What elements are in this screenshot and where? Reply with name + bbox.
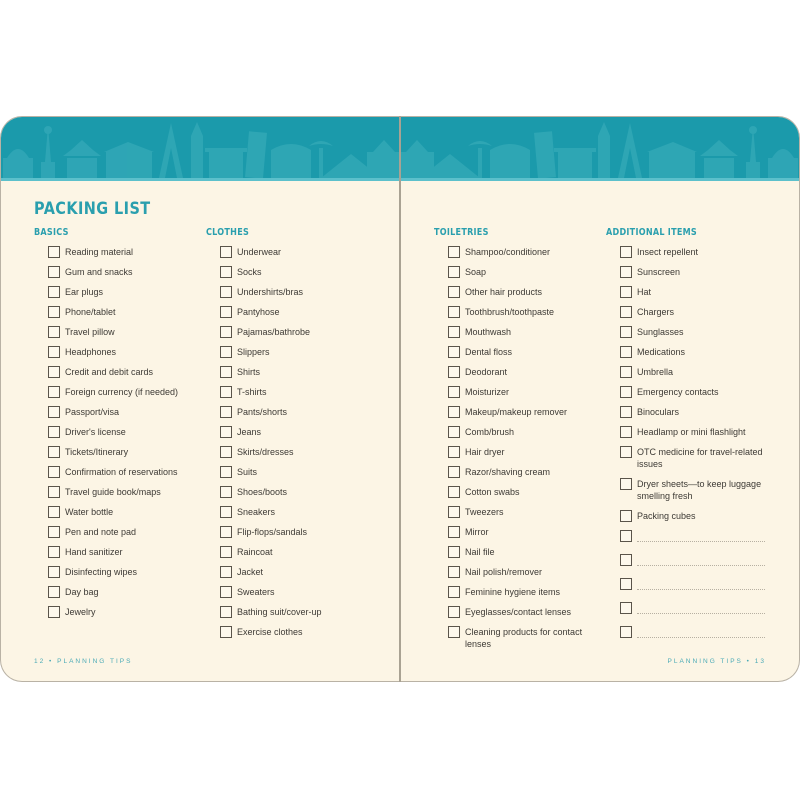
checklist-item-label: Sneakers — [237, 507, 276, 517]
book-spine — [399, 116, 401, 682]
checklist-item[interactable] — [620, 345, 767, 365]
checklist-item-label: Jewelry — [65, 607, 96, 617]
checklist-item-label: Jeans — [237, 427, 262, 437]
checklist-item[interactable] — [220, 465, 322, 485]
checklist-item-label: Dryer sheets—to keep luggage smelling fresh — [637, 479, 762, 501]
checklist-item-label: Travel pillow — [65, 327, 115, 337]
checklist-item-label: Driver's license — [65, 427, 126, 437]
checklist-item[interactable] — [448, 545, 595, 565]
checklist-item[interactable] — [448, 265, 595, 285]
checklist-item[interactable] — [48, 445, 178, 465]
checklist-item-label: Pen and note pad — [65, 527, 137, 537]
landmarks-skyline-icon — [400, 118, 800, 178]
checkbox-icon[interactable] — [48, 286, 60, 298]
banner-divider — [400, 178, 800, 181]
banner — [400, 117, 800, 181]
checklist-item-label: Hand sanitizer — [65, 547, 123, 557]
checklist-item[interactable] — [220, 245, 322, 265]
write-in-line[interactable] — [637, 577, 765, 590]
open-book-spread — [0, 116, 800, 682]
checklist-item-label: Emergency contacts — [637, 387, 719, 397]
checkbox-icon[interactable] — [448, 586, 460, 598]
checklist-item-label: Bathing suit/cover-up — [237, 607, 322, 617]
column-additional-items — [606, 227, 767, 649]
checkbox-icon[interactable] — [220, 466, 232, 478]
checklist-item-label: Shoes/boots — [237, 487, 288, 497]
checklist-item-label: Reading material — [65, 247, 134, 257]
checkbox-icon[interactable] — [620, 346, 632, 358]
checklist-item[interactable] — [448, 525, 595, 545]
checklist-item-label: Day bag — [65, 587, 99, 597]
checkbox-icon[interactable] — [220, 526, 232, 538]
checkbox-icon[interactable] — [220, 486, 232, 498]
checklist-item[interactable] — [48, 505, 178, 525]
checkbox-icon[interactable] — [620, 386, 632, 398]
checklist-item-label: Eyeglasses/contact lenses — [465, 607, 572, 617]
checkbox-icon[interactable] — [448, 446, 460, 458]
checklist-item[interactable] — [220, 285, 322, 305]
checklist-item-label: Raincoat — [237, 547, 273, 557]
checklist-item-label: Soap — [465, 267, 487, 277]
checklist-item-label: Phone/tablet — [65, 307, 116, 317]
checklist-item[interactable] — [220, 305, 322, 325]
checkbox-icon[interactable] — [448, 626, 460, 638]
checkbox-icon[interactable] — [48, 266, 60, 278]
checklist-item[interactable] — [448, 425, 595, 445]
checkbox-icon[interactable] — [48, 586, 60, 598]
checklist-item[interactable] — [48, 525, 178, 545]
checkbox-icon[interactable] — [620, 286, 632, 298]
checkbox-icon[interactable] — [448, 526, 460, 538]
column-heading: TOILETRIES — [434, 227, 489, 238]
checkbox-icon[interactable] — [448, 286, 460, 298]
checklist-item-label: Slippers — [237, 347, 270, 357]
checkbox-icon[interactable] — [220, 406, 232, 418]
checkbox-icon[interactable] — [48, 326, 60, 338]
checklist-item[interactable] — [48, 345, 178, 365]
checklist-item-label: Tickets/Itinerary — [65, 447, 129, 457]
checkbox-icon[interactable] — [620, 554, 632, 566]
checklist-item-label: Moisturizer — [465, 387, 510, 397]
checklist-item[interactable] — [448, 465, 595, 485]
checklist-item-label: Passport/visa — [65, 407, 120, 417]
checklist-item-label: Sunglasses — [637, 327, 684, 337]
checklist-item-label: Skirts/dresses — [237, 447, 294, 457]
checklist-item-label: Dental floss — [465, 347, 513, 357]
checkbox-icon[interactable] — [620, 626, 632, 638]
checklist-item-label: Gum and snacks — [65, 267, 133, 277]
checklist-item-label: Pantyhose — [237, 307, 280, 317]
checklist-item[interactable] — [48, 285, 178, 305]
checklist-item-label: Pants/shorts — [237, 407, 288, 417]
checkbox-icon[interactable] — [48, 246, 60, 258]
checkbox-icon[interactable] — [220, 266, 232, 278]
checklist-item[interactable] — [48, 385, 178, 405]
checkbox-icon[interactable] — [48, 446, 60, 458]
checklist-item[interactable] — [620, 385, 767, 405]
checklist-item[interactable] — [220, 505, 322, 525]
page-folio-right: PLANNING TIPS • 13 — [667, 658, 766, 665]
checkbox-icon[interactable] — [620, 406, 632, 418]
checkbox-icon[interactable] — [448, 406, 460, 418]
checkbox-icon[interactable] — [220, 286, 232, 298]
checklist-item-label: Deodorant — [465, 367, 508, 377]
checklist-item[interactable] — [220, 625, 322, 645]
checklist-item[interactable] — [220, 345, 322, 365]
banner — [1, 117, 400, 181]
checklist-item-label: Tweezers — [465, 507, 504, 517]
checklist-item[interactable] — [48, 465, 178, 485]
checklist-item[interactable] — [448, 505, 595, 525]
checkbox-icon[interactable] — [48, 506, 60, 518]
checkbox-icon[interactable] — [620, 266, 632, 278]
checklist-item-label: Chargers — [637, 307, 675, 317]
checklist-item[interactable] — [220, 265, 322, 285]
column-basics — [34, 227, 178, 625]
landmarks-skyline-icon — [1, 118, 400, 178]
checklist-item-label: Packing cubes — [637, 511, 696, 521]
column-heading: CLOTHES — [206, 227, 250, 238]
checklist-item-label: Suits — [237, 467, 258, 477]
checkbox-icon[interactable] — [220, 426, 232, 438]
checklist-item-label: Underwear — [237, 247, 282, 257]
checkbox-icon[interactable] — [448, 266, 460, 278]
checklist-item[interactable] — [448, 245, 595, 265]
checkbox-icon[interactable] — [448, 326, 460, 338]
checkbox-icon[interactable] — [448, 466, 460, 478]
checklist-item[interactable] — [220, 385, 322, 405]
checklist-item[interactable] — [48, 425, 178, 445]
checkbox-icon[interactable] — [448, 426, 460, 438]
checklist-item-label: Sunscreen — [637, 267, 681, 277]
checkbox-icon[interactable] — [620, 602, 632, 614]
checkbox-icon[interactable] — [448, 606, 460, 618]
checklist-item-label: Water bottle — [65, 507, 114, 517]
checkbox-icon[interactable] — [448, 566, 460, 578]
checklist-item-label: Cleaning products for contact lenses — [465, 627, 583, 649]
checkbox-icon[interactable] — [448, 506, 460, 518]
checklist-item-label: Headphones — [65, 347, 117, 357]
checkbox-icon[interactable] — [220, 346, 232, 358]
checklist-item[interactable] — [448, 285, 595, 305]
checkbox-icon[interactable] — [220, 326, 232, 338]
checklist-item[interactable] — [448, 325, 595, 345]
checklist-item-label: Cotton swabs — [465, 487, 520, 497]
column-heading: BASICS — [34, 227, 69, 238]
checkbox-icon[interactable] — [620, 246, 632, 258]
blank-checklist-item[interactable] — [620, 601, 767, 625]
checklist-item-label: Confirmation of reservations — [65, 467, 178, 477]
checklist-item[interactable] — [48, 605, 178, 625]
checklist-item-label: Umbrella — [637, 367, 674, 377]
checklist-item[interactable] — [220, 405, 322, 425]
blank-checklist-item[interactable] — [620, 577, 767, 601]
checklist-item-label: Binoculars — [637, 407, 680, 417]
checklist-item[interactable] — [220, 425, 322, 445]
checkbox-icon[interactable] — [620, 426, 632, 438]
checkbox-icon[interactable] — [48, 486, 60, 498]
checklist-item[interactable] — [620, 405, 767, 425]
checklist-item[interactable] — [620, 509, 767, 529]
checklist-item-label: Nail polish/remover — [465, 567, 543, 577]
checklist-item-label: Other hair products — [465, 287, 543, 297]
checklist-item[interactable] — [48, 485, 178, 505]
checklist-item-label: Flip-flops/sandals — [237, 527, 308, 537]
checklist-item-label: Disinfecting wipes — [65, 567, 138, 577]
checklist-item-label: T-shirts — [237, 387, 267, 397]
checkbox-icon[interactable] — [620, 306, 632, 318]
checkbox-icon[interactable] — [48, 566, 60, 578]
checkbox-icon[interactable] — [620, 446, 632, 458]
blank-checklist-item[interactable] — [620, 625, 767, 649]
checklist-item[interactable] — [620, 477, 767, 509]
checkbox-icon[interactable] — [448, 486, 460, 498]
column-toiletries — [434, 227, 595, 657]
write-in-line[interactable] — [637, 553, 765, 566]
checkbox-icon[interactable] — [620, 510, 632, 522]
checklist-item[interactable] — [48, 585, 178, 605]
checklist-item[interactable] — [48, 245, 178, 265]
checkbox-icon[interactable] — [48, 466, 60, 478]
checkbox-icon[interactable] — [620, 366, 632, 378]
checklist-item[interactable] — [448, 565, 595, 585]
checklist-item[interactable] — [448, 405, 595, 425]
checkbox-icon[interactable] — [220, 386, 232, 398]
checkbox-icon[interactable] — [48, 346, 60, 358]
checklist-item-label: Travel guide book/maps — [65, 487, 161, 497]
checklist-item[interactable] — [220, 365, 322, 385]
checklist-item[interactable] — [220, 445, 322, 465]
checklist-item[interactable] — [220, 545, 322, 565]
checklist-item[interactable] — [448, 305, 595, 325]
checklist-item[interactable] — [220, 325, 322, 345]
checklist-item[interactable] — [220, 585, 322, 605]
checklist-item-label: Pajamas/bathrobe — [237, 327, 311, 337]
checklist-item[interactable] — [620, 325, 767, 345]
checklist-item[interactable] — [448, 585, 595, 605]
checklist-item-label: Comb/brush — [465, 427, 515, 437]
write-in-line[interactable] — [637, 601, 765, 614]
checklist-item[interactable] — [448, 345, 595, 365]
checklist-item-label: Nail file — [465, 547, 495, 557]
checklist-item[interactable] — [220, 525, 322, 545]
checkbox-icon[interactable] — [220, 306, 232, 318]
checkbox-icon[interactable] — [220, 586, 232, 598]
write-in-line[interactable] — [637, 529, 765, 542]
checklist-item[interactable] — [48, 545, 178, 565]
checkbox-icon[interactable] — [48, 306, 60, 318]
checklist-item-label: Insect repellent — [637, 247, 699, 257]
checklist-item[interactable] — [48, 305, 178, 325]
checklist-item[interactable] — [48, 325, 178, 345]
checklist-item[interactable] — [48, 365, 178, 385]
checkbox-icon[interactable] — [48, 366, 60, 378]
page-folio-left: 12 • PLANNING TIPS — [34, 658, 133, 665]
checklist-item[interactable] — [620, 445, 767, 477]
checkbox-icon[interactable] — [220, 506, 232, 518]
right-page — [400, 116, 800, 682]
checklist-item-label: Medications — [637, 347, 686, 357]
checklist-item[interactable] — [620, 265, 767, 285]
checkbox-icon[interactable] — [620, 578, 632, 590]
checkbox-icon[interactable] — [448, 246, 460, 258]
checklist-item-label: OTC medicine for travel-related issues — [637, 447, 763, 469]
blank-checklist-item[interactable] — [620, 553, 767, 577]
checkbox-icon[interactable] — [220, 626, 232, 638]
checklist-item[interactable] — [620, 285, 767, 305]
page-title: PACKING LIST — [34, 199, 151, 219]
checkbox-icon[interactable] — [448, 386, 460, 398]
checklist-item[interactable] — [220, 605, 322, 625]
checklist-item[interactable] — [48, 405, 178, 425]
checklist-item[interactable] — [48, 565, 178, 585]
checklist-item-label: Sweaters — [237, 587, 275, 597]
checklist-item[interactable] — [620, 305, 767, 325]
column-clothes — [206, 227, 322, 645]
checklist-item-label: Shirts — [237, 367, 261, 377]
checklist-item[interactable] — [448, 625, 595, 657]
left-page — [0, 116, 400, 682]
checklist-item[interactable] — [448, 365, 595, 385]
checklist-item-label: Headlamp or mini flashlight — [637, 427, 746, 437]
checklist-item[interactable] — [448, 445, 595, 465]
write-in-line[interactable] — [637, 625, 765, 638]
checkbox-icon[interactable] — [48, 386, 60, 398]
checkbox-icon[interactable] — [48, 546, 60, 558]
checklist-item-label: Makeup/makeup remover — [465, 407, 568, 417]
checkbox-icon[interactable] — [620, 530, 632, 542]
checklist-item-label: Socks — [237, 267, 262, 277]
checklist-item[interactable] — [220, 565, 322, 585]
checkbox-icon[interactable] — [48, 526, 60, 538]
checkbox-icon[interactable] — [448, 346, 460, 358]
checklist-item[interactable] — [448, 485, 595, 505]
checklist-item-label: Feminine hygiene items — [465, 587, 561, 597]
checklist-item[interactable] — [620, 245, 767, 265]
checklist-item-label: Jacket — [237, 567, 264, 577]
column-heading: ADDITIONAL ITEMS — [606, 227, 697, 238]
checkbox-icon[interactable] — [220, 246, 232, 258]
checklist-item[interactable] — [448, 385, 595, 405]
checkbox-icon[interactable] — [48, 606, 60, 618]
checkbox-icon[interactable] — [220, 446, 232, 458]
checkbox-icon[interactable] — [220, 566, 232, 578]
checklist-item[interactable] — [620, 365, 767, 385]
blank-checklist-item[interactable] — [620, 529, 767, 553]
checkbox-icon[interactable] — [48, 406, 60, 418]
checklist-item-label: Mouthwash — [465, 327, 512, 337]
checklist-item-label: Undershirts/bras — [237, 287, 304, 297]
checklist-item[interactable] — [220, 485, 322, 505]
checklist-item-label: Razor/shaving cream — [465, 467, 551, 477]
checklist-item-label: Hair dryer — [465, 447, 505, 457]
checklist-item-label: Credit and debit cards — [65, 367, 154, 377]
checkbox-icon[interactable] — [220, 606, 232, 618]
checklist-item-label: Mirror — [465, 527, 489, 537]
checklist-item-label: Ear plugs — [65, 287, 104, 297]
checklist-item[interactable] — [620, 425, 767, 445]
banner-divider — [1, 178, 400, 181]
checkbox-icon[interactable] — [220, 366, 232, 378]
checkbox-icon[interactable] — [448, 366, 460, 378]
checklist-item-label: Foreign currency (if needed) — [65, 387, 179, 397]
checklist-item-label: Toothbrush/toothpaste — [465, 307, 555, 317]
checkbox-icon[interactable] — [620, 326, 632, 338]
checklist-item[interactable] — [448, 605, 595, 625]
checkbox-icon[interactable] — [448, 306, 460, 318]
checkbox-icon[interactable] — [448, 546, 460, 558]
checklist-item-label: Shampoo/conditioner — [465, 247, 551, 257]
checkbox-icon[interactable] — [620, 478, 632, 490]
checklist-item[interactable] — [48, 265, 178, 285]
checklist-item-label: Exercise clothes — [237, 627, 303, 637]
checkbox-icon[interactable] — [48, 426, 60, 438]
checkbox-icon[interactable] — [220, 546, 232, 558]
checklist-item-label: Hat — [637, 287, 652, 297]
